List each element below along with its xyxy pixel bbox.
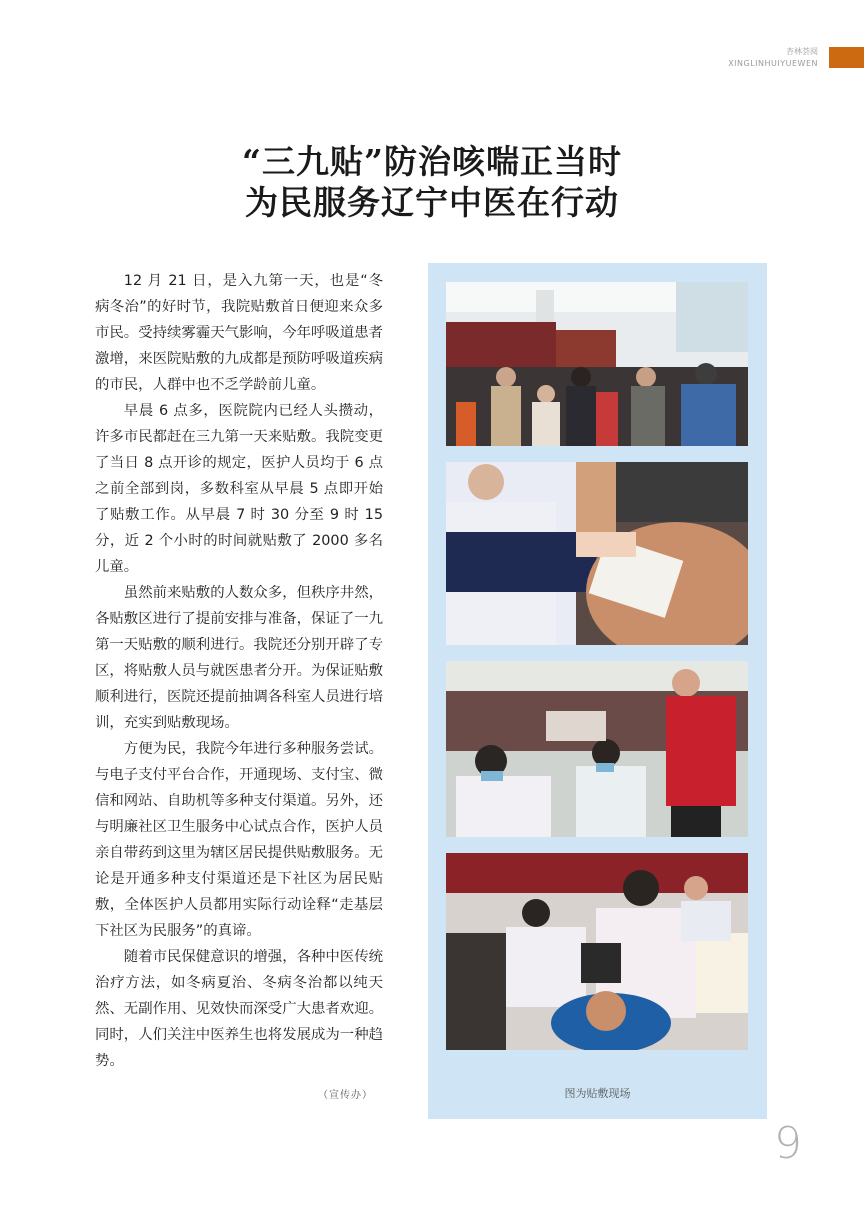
header-text xyxy=(728,46,818,70)
article-credit: （宣传办） xyxy=(318,1090,373,1101)
paragraph: 虽然前来贴敷的人数众多，但秩序井然，各贴敷区进行了提前安排与准备，保证了一九第一天贴敷的顺利进行。我院还分别开辟了专区，将贴敷人员与就医患者分开。为保证贴敷顺利进行，医院还提前抽调各科室人员进行培训，充实到贴敷现场。 xyxy=(95,585,383,731)
photo-caption: 图为贴敷现场 xyxy=(564,1087,631,1100)
photo-crowd-hall xyxy=(446,282,748,446)
title-line-1: “三九贴”防治咳喘正当时 xyxy=(242,142,622,181)
paragraph: 方便为民，我院今年进行多种服务尝试。与电子支付平台合作，开通现场、支付宝、微信和网站、自助机等多种支付渠道。另外，还与明廉社区卫生服务中心试点合作，医护人员亲自带药到这里为辖区居民提供贴敷服务。无论是开通多种支付渠道还是下社区为居民贴敷，全体医护人员都用实际行动诠释“走基层下社区为民服务”的真谛。 xyxy=(95,741,383,939)
photo-patch-application xyxy=(446,462,748,645)
header-accent-tab xyxy=(829,47,864,68)
magazine-name-cn: 杏林荟阅 xyxy=(786,47,818,56)
magazine-name-en: XINGLINHUIYUEWEN xyxy=(728,59,818,68)
article-body xyxy=(95,268,383,1074)
paragraph: 早晨 6 点多，医院院内已经人头攒动，许多市民都赶在三九第一天来贴敷。我院变更了当日 8 点开诊的规定，医护人员均于 6 点之前全部到岗，多数科室从早晨 5 点即开始了贴敷工作。从早晨 7 时 30 分至 9 时 15 分，近 2 个小时的时间就贴敷了 2000 多名儿童。 xyxy=(95,403,383,575)
article-title xyxy=(0,141,864,223)
photo-nurses-treating xyxy=(446,661,748,837)
photo-panel xyxy=(428,263,767,1119)
paragraph: 随着市民保健意识的增强，各种中医传统治疗方法，如冬病夏治、冬病冬治都以纯天然、无副作用、见效快而深受广大患者欢迎。同时，人们关注中医养生也将发展成为一种趋势。 xyxy=(95,949,383,1069)
page-number: 9 xyxy=(774,1118,802,1169)
paragraph: 12 月 21 日，是入九第一天，也是“冬病冬治”的好时节，我院贴敷首日便迎来众多市民。受持续雾霾天气影响，今年呼吸道患者激增，来医院贴敷的九成都是预防呼吸道疾病的市民，人群中也不乏学龄前儿童。 xyxy=(95,273,383,393)
title-line-2: 为民服务辽宁中医在行动 xyxy=(245,183,619,222)
photo-community-clinic xyxy=(446,853,748,1050)
